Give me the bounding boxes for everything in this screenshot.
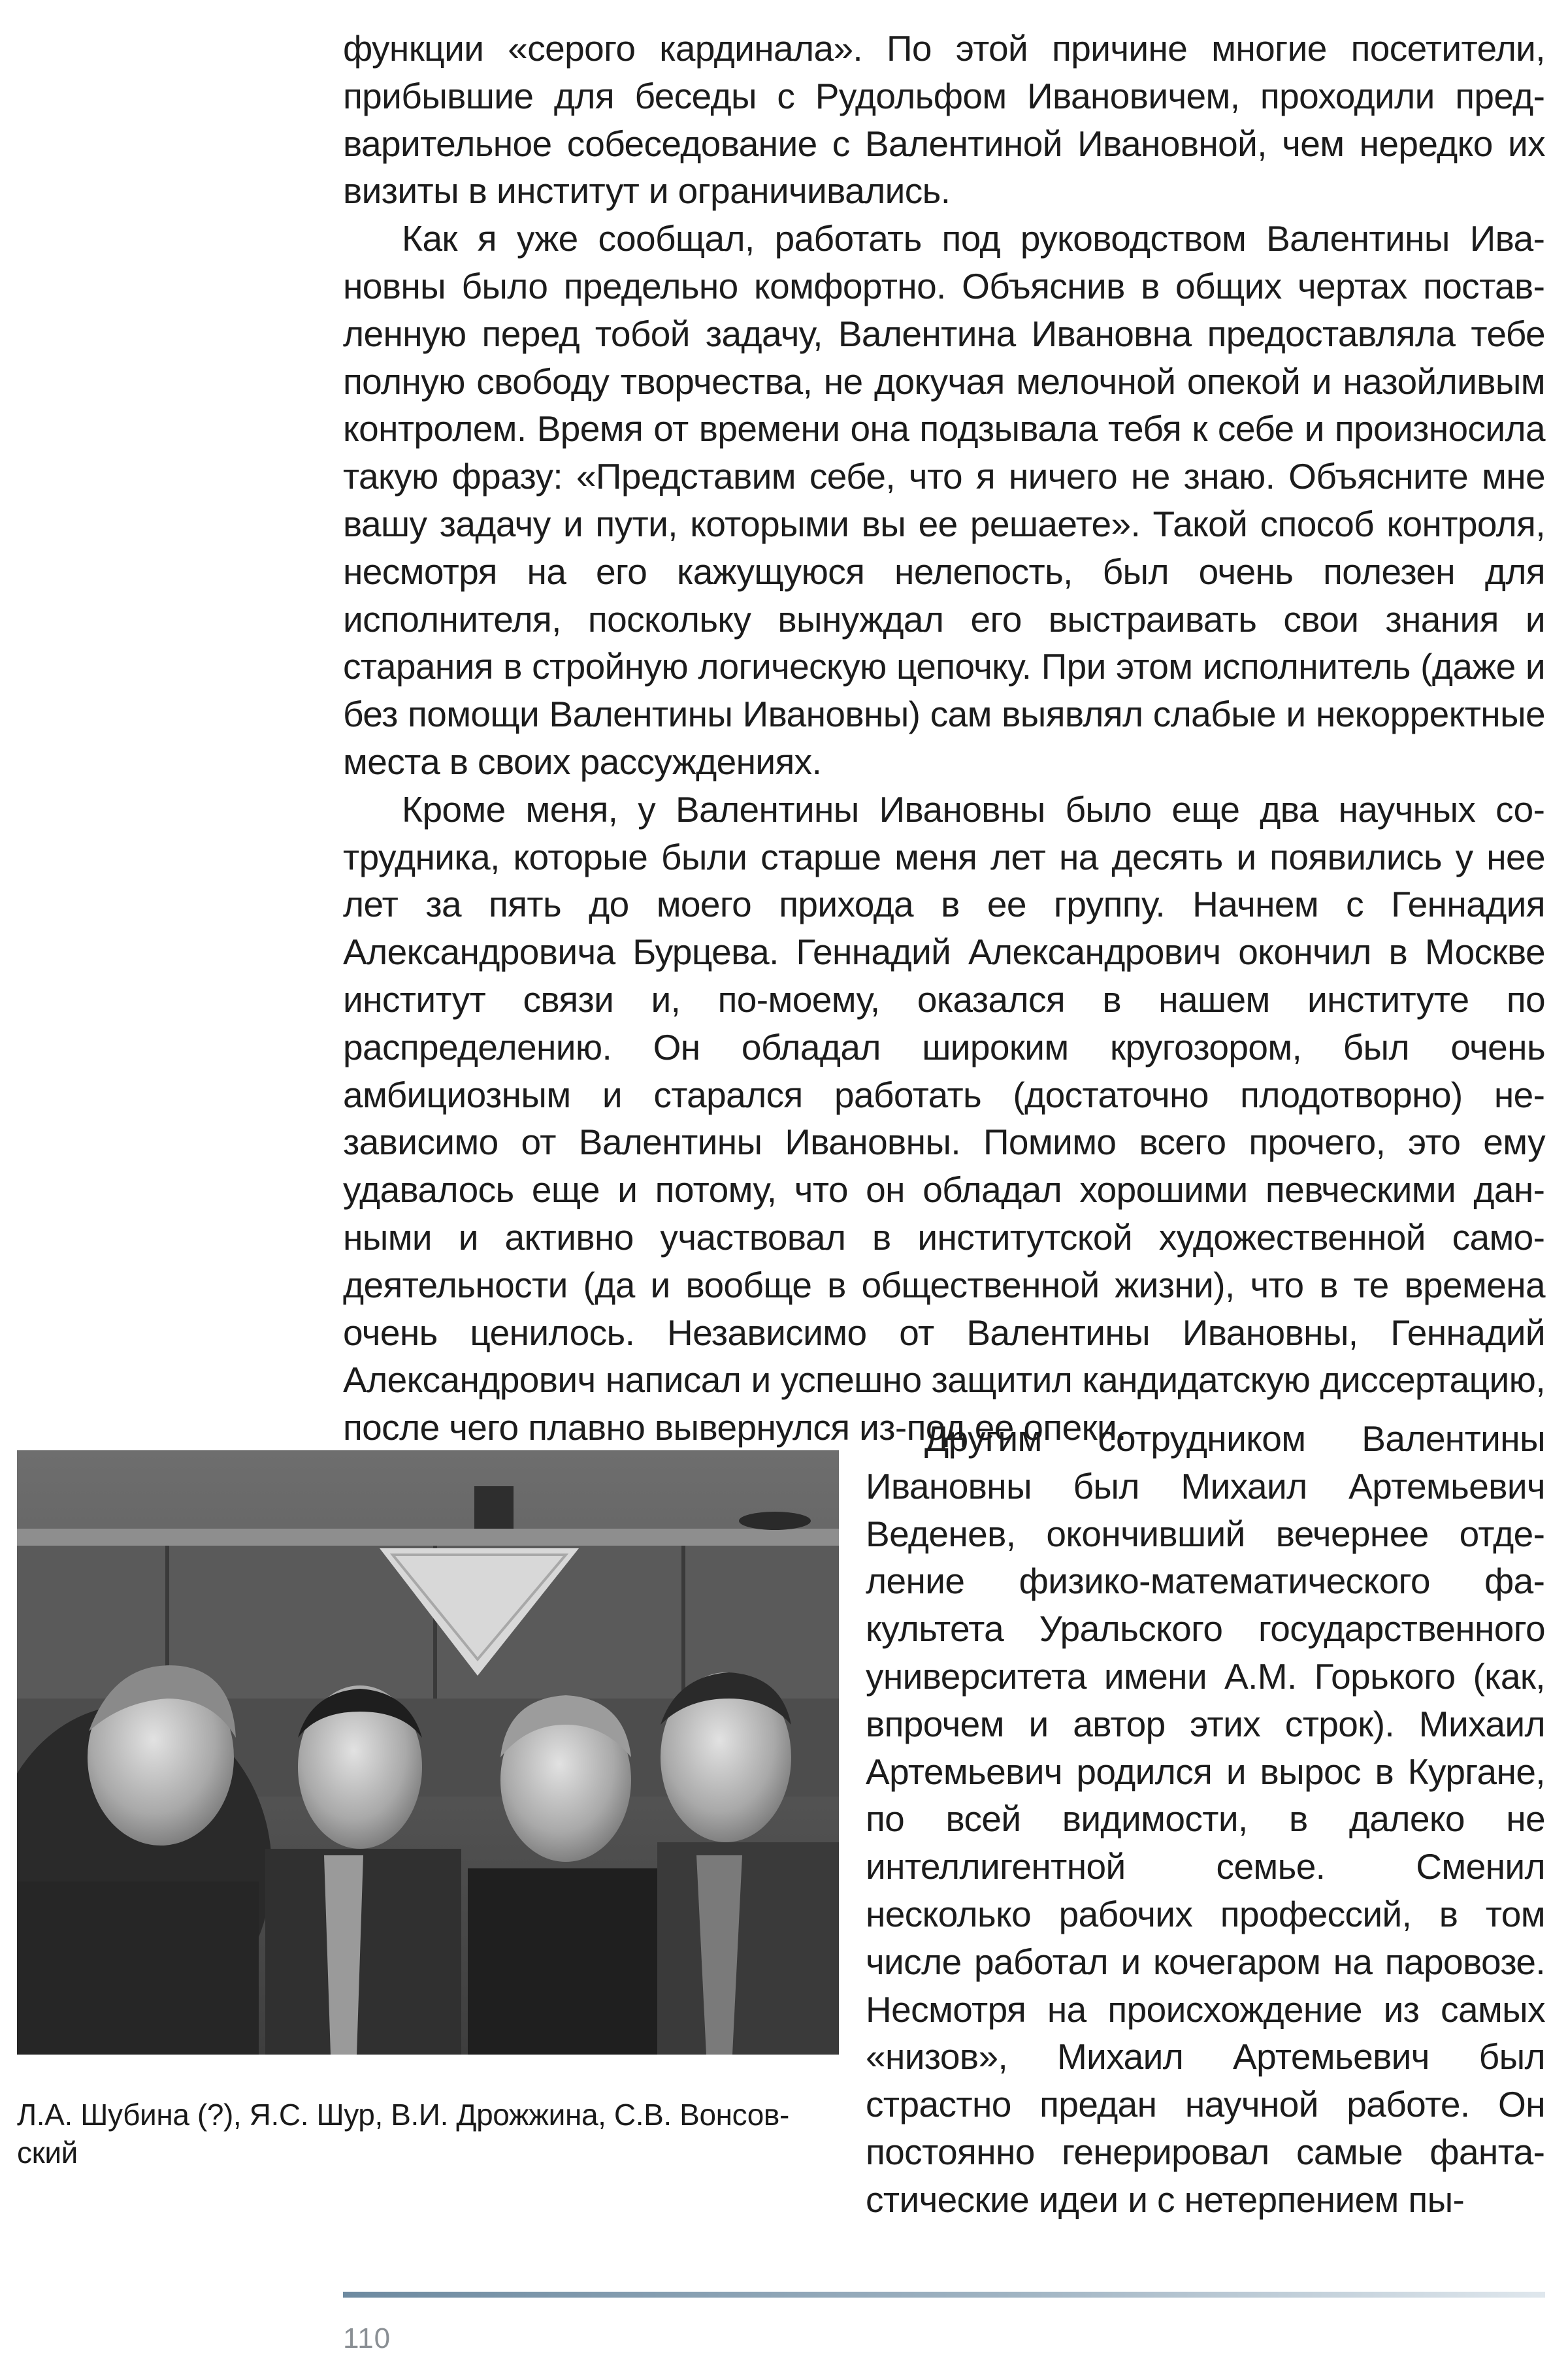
main-text-column [343, 25, 1545, 1452]
paragraph-3: Кроме меня, у Валентины Ивановны было еще два научных сотрудника, которые были старше меня лет на десять и появились у нее лет за пять до моего прихода в ее группу. Начнем с Геннадия Александровича Бурцева. Геннадий Александрович окончил в Москве институт связи и, по-моему, оказался в нашем институте по распределению. Он обладал широким кругозором, был очень амбициозным и старался работать (достаточно плодотворно) независимо от Валентины Ивановны. Помимо всего прочего, это ему удавалось еще и потому, что он обладал хорошими певческими данными и активно участвовал в институтской художественной самодеятельности (да и вообще в общественной жизни), что в те времена очень ценилось. Независимо от Валентины Ивановны, Геннадий Александрович написал и успешно защитил кандидатскую диссертацию, после чего плавно вывернулся из-под ее опеки. [343, 789, 1545, 1448]
paragraph-2: Как я уже сообщал, работать под руководством Валентины Ивановны было предельно комфортно. Объяснив в общих чертах поставленную перед тобой задачу, Валентина Ивановна предоставляла тебе полную свободу творчества, не докучая мелочной опекой и назойливым контролем. Время от времени она подзывала тебя к себе и произносила такую фразу: «Представим себе, что я ничего не знаю. Объясните мне вашу задачу и пути, которыми вы ее решаете». Такой способ контроля, несмотря на его кажущуюся нелепость, был очень полезен для исполнителя, поскольку вынуждал его выстраивать свои знания и старания в стройную логическую цепочку. При этом исполнитель (даже и без помощи Валентины Ивановны) сам выявлял слабые и некорректные места в своих рассуждениях. [343, 218, 1545, 782]
photo-caption: Л.А. Шубина (?), Я.С. Шур, В.И. Дрожжина, С.В. Вонсовский [17, 2098, 790, 2170]
paragraph-1: функции «серого кардинала». По этой причине многие посетители, прибывшие для беседы с Рудольфом Ивановичем, проходили предварительное собеседование с Валентиной Ивановной, чем нередко их визиты в институт и ограничивались. [343, 28, 1545, 212]
group-photo-illustration [17, 1450, 839, 2055]
side-text-column [866, 1415, 1545, 2224]
footer-rule [343, 2292, 1545, 2298]
paragraph-4: Другим сотрудником Валентины Ивановны был Михаил Артемьевич Веденев, окончивший вечернее отделение физико-математического факультета Уральского государственного университета имени А.М. Горького (как, впрочем и автор этих строк). Михаил Артемьевич родился и вырос в Кургане, по всей видимости, в далеко не интеллигентной семье. Сменил несколько рабочих профессий, в том числе работал и кочегаром на паровозе. Несмотря на происхождение из самых «низов», Михаил Артемьевич был страстно предан научной работе. Он постоянно генерировал самые фантастические идеи и с нетерпением пы- [866, 1418, 1545, 2220]
page-number: 110 [343, 2322, 391, 2354]
group-photo [17, 1450, 839, 2055]
